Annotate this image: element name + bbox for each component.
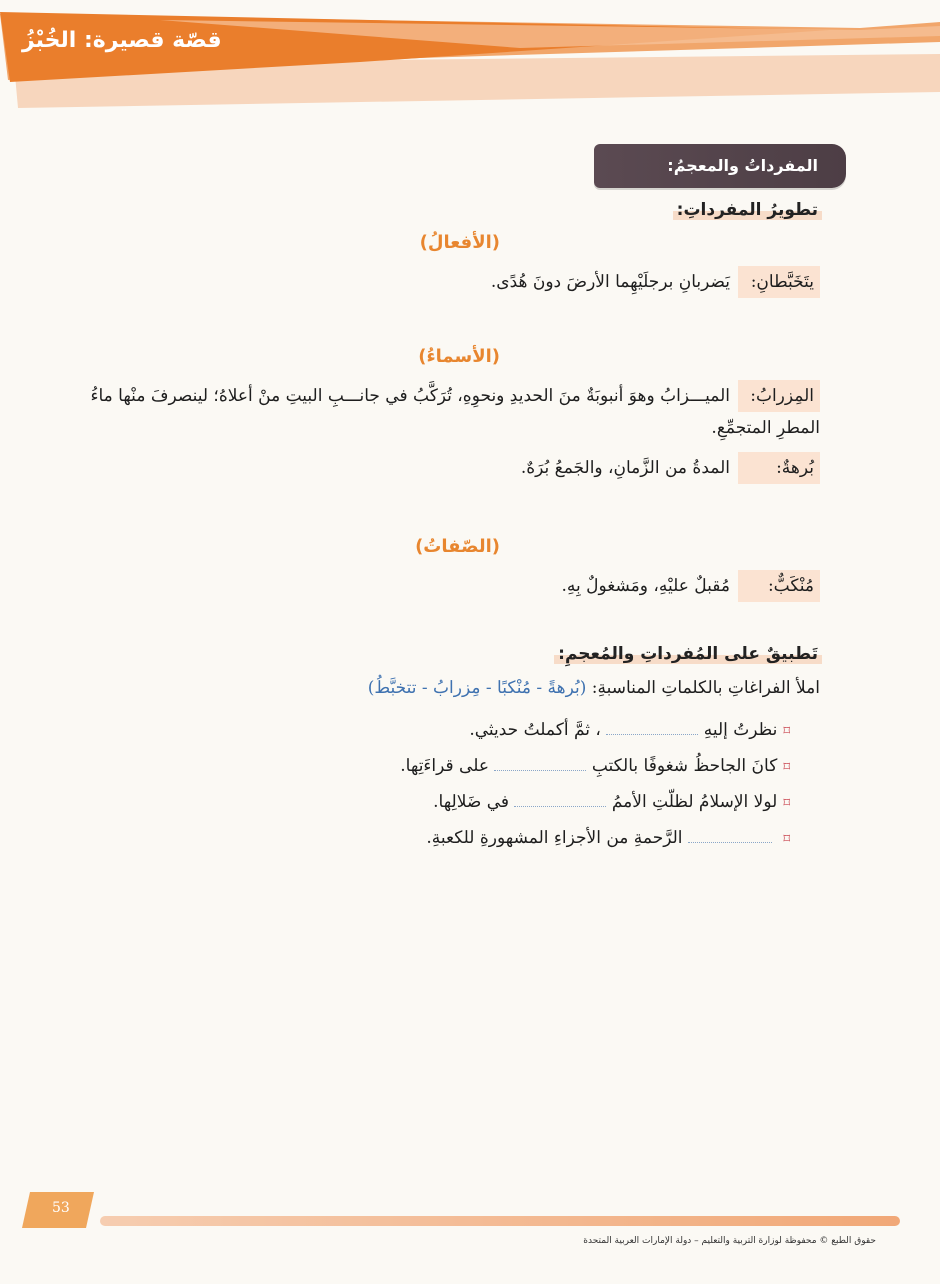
- exercise-text-after: في ضَلالِها.: [433, 792, 510, 812]
- exercise-text-before: لولا الإسلامُ لظلّتِ الأممُ: [611, 792, 778, 812]
- category-nouns: (الأسماءُ): [418, 346, 500, 367]
- exercise-text-after: على قراءَتِها.: [400, 756, 489, 776]
- copyright-notice: حقوق الطبع © محفوظة لوزارة التربية والتعليم – دولة الإمارات العربية المتحدة: [583, 1236, 876, 1246]
- entry-definition: الميـــزابُ وهوَ أنبوبَةٌ منَ الحديدِ ونحوِهِ، تُرَكَّبُ في جانـــبِ البيتِ منْ أعلاهُ؛ لينصرفَ منْها ماءُ المطرِ المتجمِّعِ.: [90, 386, 820, 438]
- answer-blank[interactable]: [494, 752, 586, 771]
- entry-mizrab: [90, 380, 820, 444]
- exercise-text-before: كانَ الجاحظُ شغوفًا بالكتبِ: [591, 756, 778, 776]
- application-heading: تَطبيقٌ على المُفرداتِ والمُعجمِ:: [554, 644, 822, 664]
- entry-yatakhabbatan: [140, 266, 820, 298]
- entry-burha: [140, 452, 820, 484]
- answer-blank[interactable]: [606, 716, 698, 735]
- vocab-heading: تطويرُ المفرداتِ:: [673, 200, 822, 220]
- entry-term: مُنْكَبٌّ:: [738, 570, 820, 602]
- exercise-item: [469, 716, 790, 740]
- exercise-text-after: الرَّحمةِ من الأجزاءِ المشهورةِ للكعبةِ.: [426, 828, 683, 848]
- header-banner: [0, 0, 940, 120]
- exercise-item: [400, 752, 790, 776]
- category-verbs: (الأفعالُ): [419, 232, 500, 253]
- exercise-text-before: نظرتُ إليهِ: [703, 720, 778, 740]
- answer-blank[interactable]: [688, 824, 772, 843]
- exercise-item: [433, 788, 790, 812]
- entry-term: المِزرابُ:: [738, 380, 820, 412]
- exercise-item: [426, 824, 790, 848]
- bullet-icon: ⌑: [783, 796, 790, 811]
- category-adjectives: (الصّفاتُ): [415, 536, 500, 557]
- entry-munkabb: [140, 570, 820, 602]
- section-title: المفرداتُ والمعجمُ:: [667, 156, 818, 175]
- entry-definition: المدةُ من الزَّمانِ، والجَمعُ بُرَهٌ.: [520, 458, 730, 478]
- exercise-text-after: ، ثمَّ أكملتُ حديثي.: [469, 720, 601, 740]
- bullet-icon: ⌑: [783, 760, 790, 775]
- entry-term: بُرهةٌ:: [738, 452, 820, 484]
- bullet-icon: ⌑: [783, 832, 790, 847]
- instruction-text: املأ الفراغاتِ بالكلماتِ المناسبةِ:: [591, 678, 820, 698]
- entry-term: يتَخَبَّطانِ:: [738, 266, 820, 298]
- page-number-badge: [22, 1192, 94, 1228]
- answer-blank[interactable]: [514, 788, 606, 807]
- entry-definition: يَضربانِ برجلَيْهِما الأرضَ دونَ هُدًى.: [490, 272, 730, 292]
- page-number: 53: [52, 1200, 70, 1216]
- exercise-instruction: [368, 678, 820, 698]
- entry-definition: مُقبلٌ عليْهِ، ومَشغولٌ بِهِ.: [561, 576, 730, 596]
- section-header: [594, 144, 846, 188]
- bullet-icon: ⌑: [783, 724, 790, 739]
- word-bank: (بُرهةً - مُنْكبًا - مِزرابُ - تتخبَّطُ): [367, 678, 587, 698]
- footer-bar: [100, 1216, 900, 1226]
- lesson-title: قصّة قصيرة: الخُبْزُ: [22, 28, 222, 53]
